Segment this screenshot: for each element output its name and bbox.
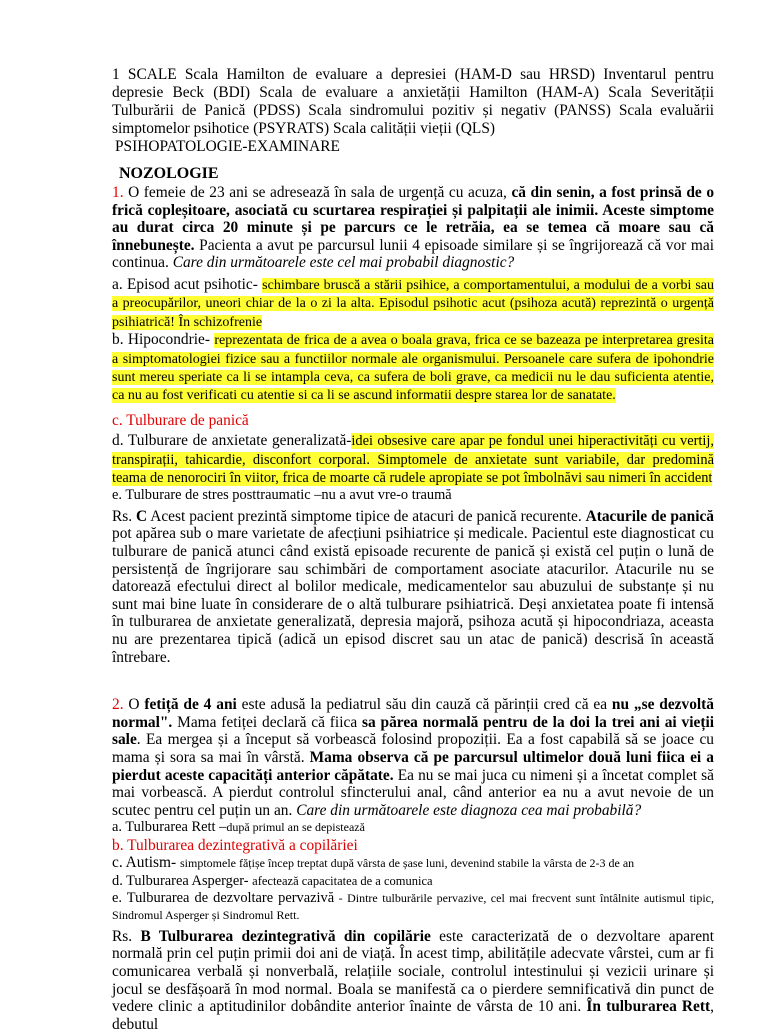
q1-option-a-note: schimbare bruscă a stării psihice, a comportamentului, a modului de a vorbi sau a preocupărilor, uneori chiar de la o zi la alta. Episodul psihotic acut (psihoza acută) reprezintă o urgență psihiatrică! În schizofrenie [112,277,714,330]
q2-option-a-label: a. Tulburarea Rett – [112,819,227,836]
q2-option-e [112,890,714,925]
q1-option-a [112,276,714,331]
section-heading: NOZOLOGIE [119,165,219,182]
q1-option-a-label: a. Episod acut psihotic- [112,275,263,293]
q2-option-a [112,819,714,836]
q2-answer-bold-1: Tulburarea dezintegrativă din copilărie [150,927,431,945]
question-2-age: fetiță de 4 ani [144,696,237,714]
question-1-text-bold: că din senin, a fost prinsă de o frică copleșitoare, asociată cu scurtarea respirației și palpitații ale inimii. Aceste simptome au durat circa 20 minute și pe parcurs ce le retrăia, ea se temea că moare sau că înnebunește. [112,184,715,254]
question-2-text-5: Mama fetiței declară că fiica [172,713,362,731]
q2-option-b: b. Tulburarea dezintegrativă a copilăriei [112,836,358,854]
q2-answer-bold-2: În tulburarea Rett [586,998,711,1016]
q2-answer-letter: B [140,927,151,945]
question-1-number: 1. [112,184,124,201]
q2-option-a-note: după primul an se depistează [226,820,365,835]
question-1-text-c: Pacienta a avut pe parcursul lunii 4 episoade similare și se îngrijorează că vor mai continua. [112,236,714,272]
q2-option-c-note: simptomele fățișe încep treptat după vârsta de șase luni, devenind stabile la vârsta de 2-3 de an [179,856,635,871]
q1-answer-text-a: Acest pacient prezintă simptome tipice de atacuri de panică recurente. [147,507,586,525]
q2-option-c [112,854,714,872]
question-1-text-a: O femeie de 23 ani se adresează în sala de urgență cu acuza, [123,184,512,201]
question-1 [112,184,714,272]
document-page [112,66,714,1033]
question-2-text-9: Ea nu se mai juca cu nimeni și a încetat complet să mai vorbească. A pierdut controlul sfincterului anal, când anterior ea nu a avut nevoie de un scutec pentru cel puțin un an. [112,766,714,819]
q1-option-d [112,432,714,487]
question-2-bold-normal: nu „se dezvoltă normal". [112,696,714,731]
q1-option-b-note: reprezentata de frica de a avea o boala grava, frica ce se bazeaza pe interpretarea gresita a simptomatologiei fizice sau a functiilor normale ale organismului. Persoanele care sufera de ipohondrie sunt mereu speriate ca li se intampla ceva, ca sufera de boli grave, ca medicii nu le dau suficienta atentie, ca nu au fost verificati cu atentie si ca li se ascund informatii despre starea lor de sanatate. [112,333,714,404]
q1-option-b-label: b. Hipocondrie- [112,331,215,349]
q1-answer [112,508,714,666]
q1-option-d-label: d. Tulburare de anxietate generalizată- [112,432,352,450]
q1-answer-prefix: Rs. [112,507,137,525]
question-2-text-3: este adusă la pediatrul său din cauză că părinții cred că ea [236,696,612,714]
q1-option-e: e. Tulburare de stres posttraumatic –nu a avut vre-o traumă [112,487,452,504]
question-2-number: 2. [112,696,124,714]
q1-answer-text-b: pot apărea sub o mare varietate de afecțiuni psihiatrice și medicale. Pacientul este diagnosticat cu tulburare de panică atunci când există episoade recurente de panică și există cel puțin o lună de persistență de îngrijorare sau schimbări de comportament asociate atacurilor. Atacurile nu se datorează efectului direct al bolilor medicale, medicamentelor sau abuzului de substanțe și nu sunt mai bine luate în considerare de o altă tulburare psihiatrică. Deși anxietatea poate fi intensă în tulburarea de anxietate generalizată, depresia majoră, psihoza acută și hipocondriaza, aceasta nu are prezentarea tipică (adică un episod discret sau un atac de panică) descrisă în această întrebare. [112,525,714,666]
q1-option-b [112,331,714,405]
question-2-bold-loss: Mama observa că pe parcursul ultimelor două luni fiica ei a pierdut aceste capacități anterior căpătate. [112,748,714,784]
question-2-bold-period: sa părea normală pentru de la doi la trei ani ai vieții sale [112,713,715,749]
subtitle: PSIHOPATOLOGIE-EXAMINARE [115,138,340,155]
question-2 [112,696,714,819]
q1-option-c: c. Tulburare de panică [112,411,249,429]
q2-answer [112,928,714,1033]
question-2-text-7: . Ea mergea și a început să vorbească folosind propoziții. Ea a fost capabilă să se joace cu mama și sora sa mai în vârstă. [112,731,714,766]
q2-option-e-label: e. Tulburarea de dezvoltare pervazivă [112,889,335,906]
q2-option-e-note: - Dintre tulburările pervazive, cel mai frecvent sunt întâlnite autismul tipic, Sindromul Asperger și Sindromul Rett. [112,890,714,923]
scales-list: 1 SCALE Scala Hamilton de evaluare a depresiei (HAM-D sau HRSD) Inventarul pentru depresie Beck (BDI) Scala de evaluare a anxietății Hamilton (HAM-A) Scala Severității Tulburării de Panică (PDSS) Scala sindromului pozitiv și negativ (PANSS) Scala evaluării simptomelor psihotice (PSYRATS) Scala calității vieții (QLS) [112,66,714,137]
q1-answer-bold: Atacurile de panică [585,507,714,525]
q2-option-d-note: afectează capacitatea de a comunica [252,873,433,888]
question-2-text-1: O [123,696,145,714]
q2-option-d [112,873,714,890]
q2-option-c-label: c. Autism- [112,854,180,872]
question-2-prompt: Care din următoarele este diagnoza cea mai probabilă? [296,801,642,819]
q2-answer-text-b: , debutul [112,998,714,1033]
q2-option-d-label: d. Tulburarea Asperger- [112,872,253,889]
q1-answer-letter: C [136,507,148,525]
q1-option-d-note: idei obsesive care apar pe fondul unei hiperactivități cu vertij, transpirații, tahicardie, disconfort corporal. Simptomele de anxietate sunt variabile, dar predomină teama de nenorociri în viitor, frica de moarte că rudele apropiate se pot îmbolnăvi sau nimeri în accident [112,433,714,487]
q2-answer-text-a: este caracterizată de o dezvoltare aparent normală prin cel puțin primii doi ani de viață. În acest timp, abilitățile adecvate vârstei, cum ar fi comunicarea verbală și nonverbală, relațiile sociale, controlul intestinului și vezicii urinare și jocul se desfășoară în mod normal. Boala se manifestă ca o pierdere semnificativă din punct de vedere clinic a aptitudinilor dobândite anterior înainte de vârsta de 10 ani. [112,927,715,1016]
q2-answer-prefix: Rs. [112,927,141,945]
question-1-prompt: Care din următoarele este cel mai probabil diagnostic? [172,254,515,272]
